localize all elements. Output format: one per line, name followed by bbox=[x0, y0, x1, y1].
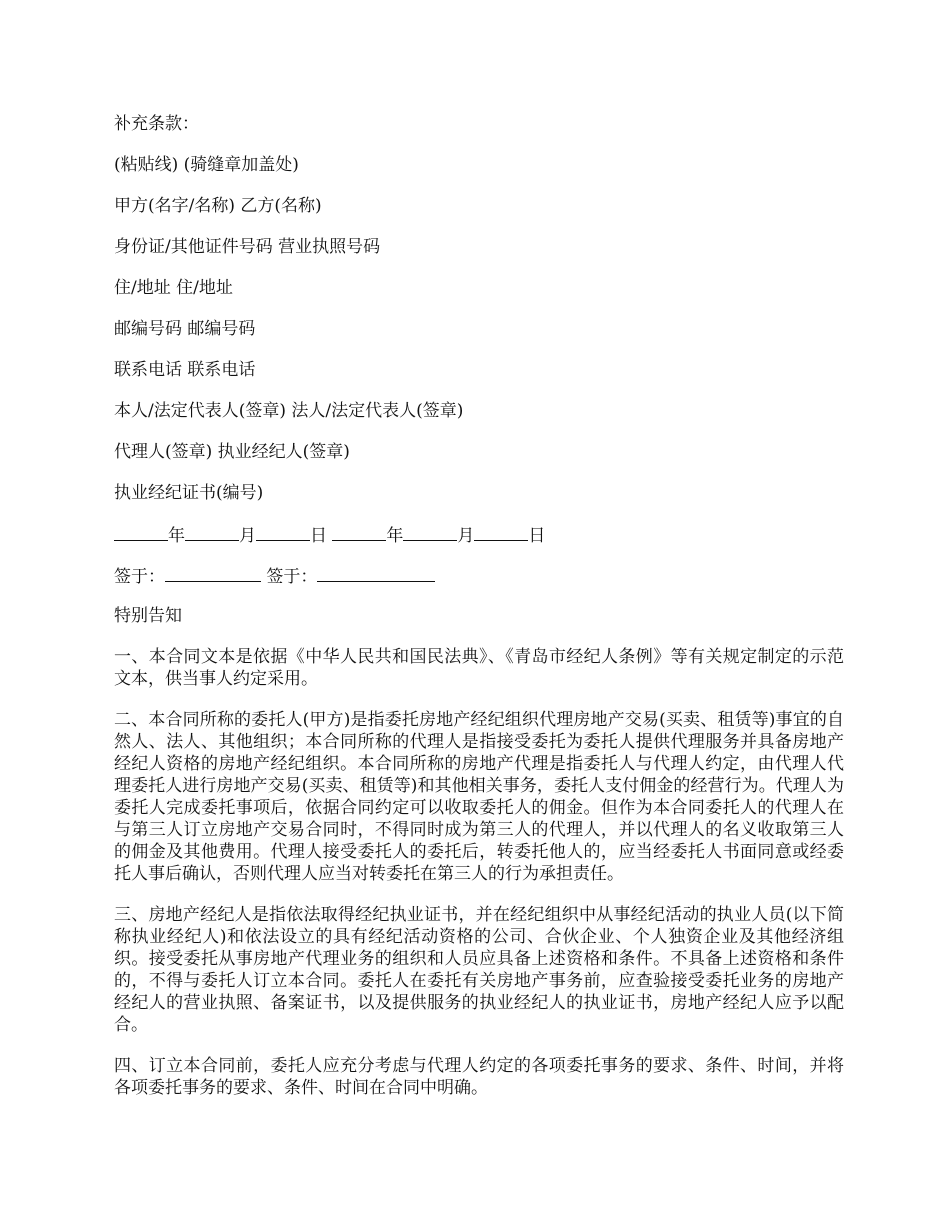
license-line: 执业经纪证书(编号) bbox=[114, 483, 264, 503]
signed-at-blank-left[interactable] bbox=[165, 564, 261, 582]
year-blank-left[interactable] bbox=[114, 523, 168, 541]
signed-at-label: 签于： bbox=[266, 567, 318, 587]
signed-at-blank-right[interactable] bbox=[317, 564, 435, 582]
notice-paragraph-1: 一、本合同文本是依据《中华人民共和国民法典》、《青岛市经纪人条例》等有关规定制定的示范文本，供当事人约定采用。 bbox=[114, 647, 844, 689]
date-line bbox=[114, 523, 844, 545]
year-label: 年 bbox=[168, 526, 185, 546]
signed-at-label: 签于： bbox=[114, 567, 165, 587]
notice-paragraph-2: 二、本合同所称的委托人(甲方)是指委托房地产经纪组织代理房地产交易(买卖、租赁等)事宜的自然人、法人、其他组织；本合同所称的代理人是指接受委托为委托人提供代理服务并具备房地产经纪人资格的房地产经纪组织。本合同所称的房地产代理是指委托人与代理人约定，由代理人代理委托人进行房地产交易(买卖、租赁等)和其他相关事务，委托人支付佣金的经营行为。代理人为委托人完成委托事项后，依据合同约定可以收取委托人的佣金。但作为本合同委托人的代理人在与第三人订立房地产交易合同时，不得同时成为第三人的代理人，并以代理人的名义收取第三人的佣金及其他费用。代理人接受委托人的委托后，转委托他人的，应当经委托人书面同意或经委托人事后确认，否则代理人应当对转委托在第三人的行为承担责任。 bbox=[114, 710, 844, 884]
special-notice-title: 特别告知 bbox=[114, 606, 182, 626]
year-blank-right[interactable] bbox=[332, 523, 386, 541]
document-page bbox=[114, 113, 844, 1118]
day-label: 日 bbox=[528, 526, 546, 546]
postcode-line: 邮编号码 邮编号码 bbox=[114, 319, 256, 339]
signed-at-line bbox=[114, 564, 844, 586]
notice-paragraph-3: 三、房地产经纪人是指依法取得经纪执业证书，并在经纪组织中从事经纪活动的执业人员(以下简称执业经纪人)和依法设立的具有经纪活动资格的公司、合伙企业、个人独资企业及其他经济组织。接受委托从事房地产代理业务的组织和人员应具备上述资格和条件。不具备上述资格和条件的，不得与委托人订立本合同。委托人在委托有关房地产事务前，应查验接受委托业务的房地产经纪人的营业执照、备案证书，以及提供服务的执业经纪人的执业证书，房地产经纪人应予以配合。 bbox=[114, 905, 844, 1035]
day-blank-right[interactable] bbox=[474, 523, 528, 541]
id-number-line: 身份证/其他证件号码 营业执照号码 bbox=[114, 237, 381, 257]
month-label: 月 bbox=[239, 526, 256, 546]
day-blank-left[interactable] bbox=[256, 523, 310, 541]
phone-line: 联系电话 联系电话 bbox=[114, 360, 256, 380]
year-label: 年 bbox=[386, 526, 404, 546]
agent-signature-line: 代理人(签章) 执业经纪人(签章) bbox=[114, 442, 350, 462]
parties-line: 甲方(名字/名称) 乙方(名称) bbox=[114, 196, 322, 216]
month-blank-right[interactable] bbox=[403, 523, 457, 541]
address-line: 住/地址 住/地址 bbox=[114, 278, 233, 298]
seal-line-note: (粘贴线) (骑缝章加盖处) bbox=[114, 155, 299, 175]
month-blank-left[interactable] bbox=[185, 523, 239, 541]
signature-line: 本人/法定代表人(签章) 法人/法定代表人(签章) bbox=[114, 401, 464, 421]
notice-paragraph-4: 四、订立本合同前，委托人应充分考虑与代理人约定的各项委托事务的要求、条件、时间，并将各项委托事务的要求、条件、时间在合同中明确。 bbox=[114, 1056, 844, 1098]
month-label: 月 bbox=[457, 526, 475, 546]
day-label: 日 bbox=[310, 526, 327, 546]
supplement-heading: 补充条款： bbox=[114, 114, 199, 134]
